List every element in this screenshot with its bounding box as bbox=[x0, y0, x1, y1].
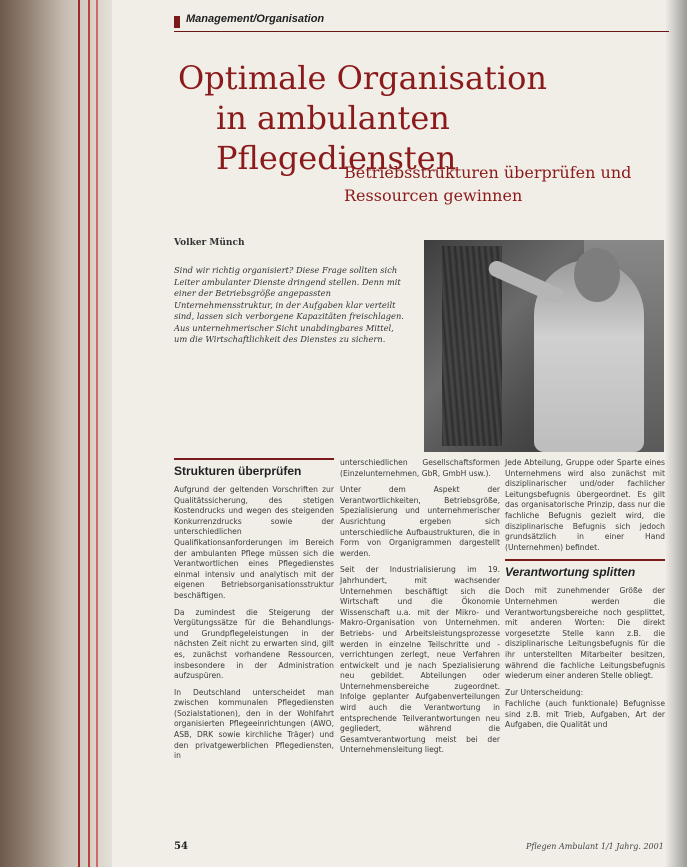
title-line-1: Optimale Organisation bbox=[178, 59, 547, 97]
section-marker bbox=[174, 16, 180, 28]
header-rule bbox=[174, 31, 669, 32]
heading-box-2 bbox=[505, 559, 665, 580]
magazine-page bbox=[112, 0, 687, 867]
heading-verantwortung: Verantwortung splitten bbox=[505, 565, 636, 580]
heading-box-1 bbox=[174, 458, 334, 479]
section-label: Management/Organisation bbox=[186, 13, 325, 25]
section-header bbox=[174, 13, 674, 33]
subtitle-line-2: Ressourcen gewinnen bbox=[344, 186, 523, 205]
photo-head bbox=[574, 248, 620, 302]
column-3 bbox=[505, 458, 665, 737]
article-subtitle bbox=[344, 161, 664, 207]
intro-text: Sind wir richtig organisiert? Diese Frage sollten sich Leiter ambulanter Dienste dringend stellen. Denn mit einer der Betriebsgröße angepassten Unternehmensstruktur, in der Aufgaben klar verteilt sind, lassen sich verborgene Kapazitäten freischlagen. Aus unternehmerischer Sicht unabdingbares Mittel, um die Wirtschaftlichkeit des Dienstes zu sichern. bbox=[174, 265, 404, 344]
author: Volker Münch bbox=[174, 238, 245, 248]
article-title bbox=[178, 58, 668, 178]
page-edge bbox=[0, 0, 120, 867]
col1-para: In Deutschland unterscheidet man zwischen kommunalen Pflegediensten (Sozialstationen), den in der Wohlfahrt organisierten Pflegeeinrichtungen (AWO, ASB, DRK sowie kirchliche Träger) und den privatgewerblichen Pflegediensten, in bbox=[174, 687, 334, 761]
col3-para: Fachliche (auch funktionale) Befugnisse sind z.B. mit Trieb, Aufgaben, Art der Aufgaben, die Qualität und bbox=[505, 699, 665, 730]
col3-para: Jede Abteilung, Gruppe oder Sparte eines Unternehmens wird also zunächst mit disziplinarischer und/oder fachlicher Leitungsbefugnis übergeordnet. Es gilt das organisatorische Prinzip, dass nur die fachliche Befugnis gezielt wird, die disziplinarische Befugnis sich jedoch grundsätzlich in einer Hand (Unternehmen) befindet. bbox=[505, 458, 665, 552]
article-photo bbox=[424, 240, 664, 452]
page-number: 54 bbox=[174, 841, 188, 852]
title-line-2: in ambulanten Pflegediensten bbox=[216, 99, 457, 177]
col1-para: Aufgrund der geltenden Vorschriften zur Qualitätssicherung, des stetigen Kostendrucks und wegen des steigenden Konkurrenzdrucks sowie der unterschiedlichen Qualifikationsanforderungen im Bereich der ambulanten Pflege müssen sich die Verantwortlichen eines Pflegedienstes einmal intensiv und analytisch mit der eigenen Betriebsorganisationsstruktur beschäftigen. bbox=[174, 485, 334, 600]
col2-para: unterschiedlichen Gesellschaftsformen (Einzelunternehmen, GbR, GmbH usw.). bbox=[340, 458, 500, 478]
subtitle-line-1: Betriebsstrukturen überprüfen und bbox=[344, 163, 632, 182]
footer-source: Pflegen Ambulant 1/1 Jahrg. 2001 bbox=[526, 842, 664, 851]
heading-strukturen: Strukturen überprüfen bbox=[174, 464, 302, 478]
col3-para: Zur Unterscheidung: bbox=[505, 687, 584, 697]
col2-para: Seit der Industrialisierung im 19. Jahrhundert, mit wachsender Unternehmen beschäftigt sich die Wirtschaft und die Ökonomie Wissenschaft u.a. mit der Mikro- und Makro-Organisation von Unternehmen. Betriebs- und Arbeitsleistungsprozesse werden in einzelne Teilschritte und -verrichtungen zerlegt, neue Verfahren entwickelt und je nach Spezialisierung neu gebildet. Abteilungen oder Unternehmensbereiche zugeordnet. Infolge geplanter Aufgabenverteilungen wird auch die Verantwortung in entsprechende Teilverantwortungen neu gegliedert, während die Gesamtverantwortung meist bei der Unternehmensleitung liegt. bbox=[340, 565, 500, 755]
col1-para: Da zumindest die Steigerung der Vergütungssätze für die Behandlungs- und Grundpflegeleistungen in der nächsten Zeit nicht zu erwarten sind, gilt es, zunächst vorhandene Ressourcen, insbesondere in der Administration aufzuspüren. bbox=[174, 607, 334, 681]
binding-shadow bbox=[665, 0, 687, 867]
col2-para: Unter dem Aspekt der Verantwortlichkeiten, Betriebsgröße, Spezialisierung und unternehmerischer Ausrichtung ergeben sich unterschiedliche Aufbaustrukturen, die in Form von Organigrammen dargestellt werden. bbox=[340, 485, 500, 558]
column-2 bbox=[340, 458, 500, 762]
column-1 bbox=[174, 458, 334, 768]
col3-para: Doch mit zunehmender Größe der Unternehmen werden die Verantwortungsbereiche noch gesplittet, mit anderen Worten: Die direkt vorgesetzte Stelle kann z.B. die disziplinarische Leitungsbefugnis für die ihr unterstellten Mitarbeiter besitzen, während die fachliche Leitungsbefugnis wiederum einer anderen Stelle obliegt. bbox=[505, 586, 665, 681]
